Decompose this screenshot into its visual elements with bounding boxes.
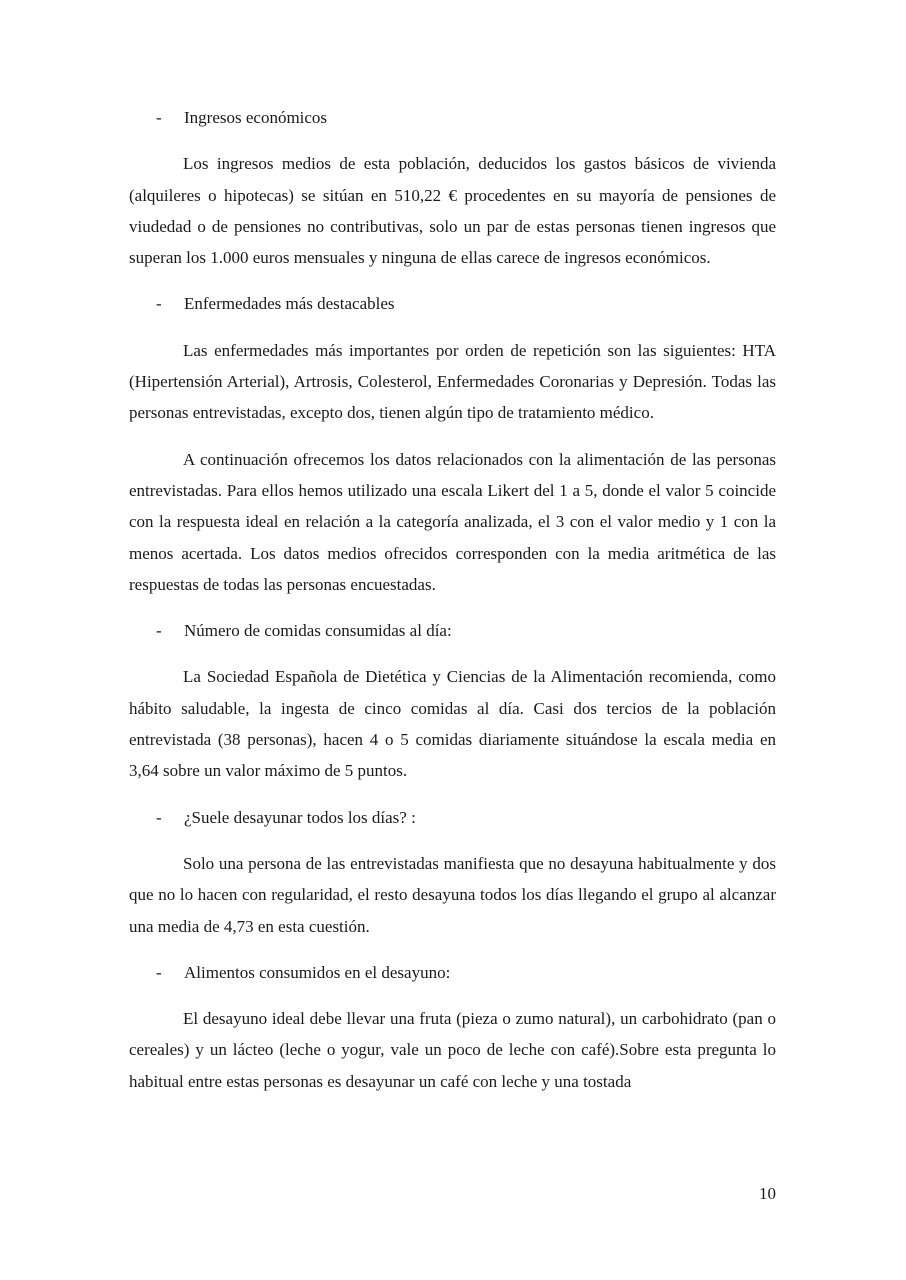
section-heading-ingresos <box>129 102 776 133</box>
page-number: 10 <box>759 1184 776 1203</box>
paragraph-ingresos: Los ingresos medios de esta población, deducidos los gastos básicos de vivienda (alquileres o hipotecas) se sitúan en 510,22 € procedentes en su mayoría de pensiones de viudedad o de pensiones no contributivas, solo un par de estas personas tienen ingresos que superan los 1.000 euros mensuales y ninguna de ellas carece de ingresos económicos. <box>129 154 776 268</box>
section-heading-text: Enfermedades más destacables <box>184 294 395 314</box>
bullet-marker: - <box>156 294 162 314</box>
bullet-marker: - <box>156 807 162 827</box>
section-heading-text: Ingresos económicos <box>184 108 328 127</box>
paragraph-comidas: La Sociedad Española de Dietética y Ciencias de la Alimentación recomienda, como hábito saludable, la ingesta de cinco comidas al día. Casi dos tercios de la población entrevistada (38 personas), hacen 4 o 5 comidas diariamente situándose la escala media en 3,64 sobre un valor máximo de 5 puntos. <box>129 667 776 781</box>
section-heading-text: Alimentos consumidos en el desayuno: <box>184 962 451 982</box>
section-heading-text: ¿Suele desayunar todos los días? : <box>184 807 416 827</box>
section-heading-text: Número de comidas consumidas al día: <box>184 621 452 641</box>
section-heading-enfermedades <box>129 288 776 319</box>
document-body <box>129 102 776 1112</box>
paragraph-likert-intro: A continuación ofrecemos los datos relacionados con la alimentación de las personas entrevistadas. Para ellos hemos utilizado una escala Likert del 1 a 5, donde el valor 5 coincide con la respuesta ideal en relación a la categoría analizada, el 3 con el valor medio y 1 con la menos acertada. Los datos medios ofrecidos corresponden con la media aritmética de las respuestas de todas las personas encuestadas. <box>129 449 776 594</box>
bullet-marker: - <box>156 621 162 641</box>
section-heading-comidas <box>129 615 776 646</box>
paragraph-enfermedades: Las enfermedades más importantes por orden de repetición son las siguientes: HTA (Hipertensión Arterial), Artrosis, Colesterol, Enfermedades Coronarias y Depresión. Todas las personas entrevistadas, excepto dos, tienen algún tipo de tratamiento médico. <box>129 340 776 423</box>
bullet-marker: - <box>156 108 162 127</box>
section-heading-desayuno-diario <box>129 802 776 833</box>
paragraph-alimentos-desayuno: El desayuno ideal debe llevar una fruta (pieza o zumo natural), un carbohidrato (pan o cereales) y un lácteo (leche o yogur, vale un poco de leche con café).Sobre esta pregunta lo habitual entre estas personas es desayunar un café con leche y una tostada <box>129 1009 776 1091</box>
bullet-marker: - <box>156 962 162 982</box>
section-heading-alimentos-desayuno <box>129 957 776 988</box>
paragraph-desayuno-diario: Solo una persona de las entrevistadas manifiesta que no desayuna habitualmente y dos que no lo hacen con regularidad, el resto desayuna todos los días llegando el grupo al alcanzar una media de 4,73 en esta cuestión. <box>129 853 776 936</box>
